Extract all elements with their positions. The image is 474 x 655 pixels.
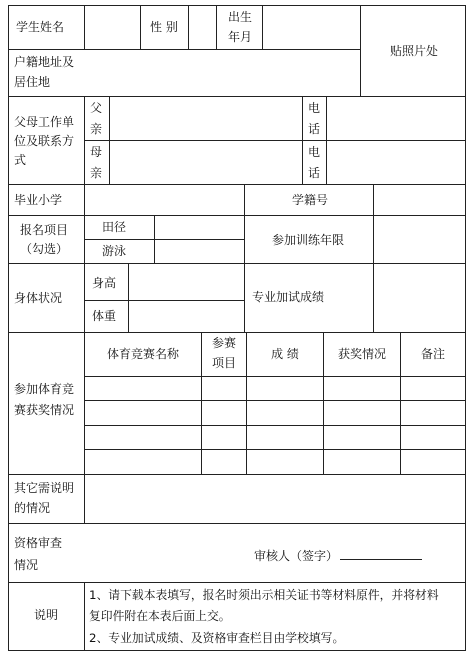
note-line-2: 复印件附在本表后面上交。 (89, 609, 231, 623)
comp-header-name: 体育竞赛名称 (106, 347, 179, 361)
parents-label-line3: 式 (14, 153, 27, 167)
father-phone-label-2: 话 (308, 122, 321, 136)
comp-header-award: 获奖情况 (337, 347, 386, 361)
body-status-label: 身体状况 (14, 291, 63, 305)
rule (8, 263, 466, 264)
rule (128, 263, 129, 333)
father-label-1: 父 (90, 101, 103, 115)
rule (84, 449, 466, 450)
rule (84, 5, 85, 49)
other-label-line2: 的情况 (14, 501, 51, 515)
mother-phone-label-2: 话 (308, 166, 321, 180)
birth-label-line2: 年月 (228, 30, 253, 44)
father-phone-label-1: 电 (308, 101, 321, 115)
rule (302, 96, 303, 185)
qualification-label-line1: 资格审查 (14, 536, 63, 550)
rule (8, 5, 9, 651)
student-name-field[interactable] (86, 8, 138, 47)
signup-label-line1: 报名项目 (20, 223, 69, 237)
competition-label-line1: 参加体育竞 (14, 382, 75, 396)
comp-header-score: 成 绩 (271, 347, 299, 361)
rule (216, 5, 217, 49)
rule (262, 5, 263, 49)
comp-header-event-line1: 参赛 (211, 336, 236, 350)
swim-option[interactable]: 游泳 (102, 244, 127, 258)
rule (84, 425, 466, 426)
rule (8, 650, 466, 651)
mother-phone-label-1: 电 (308, 145, 321, 159)
weight-label: 体重 (92, 309, 117, 323)
competition-label-line2: 赛获奖情况 (14, 403, 75, 417)
rule (8, 96, 466, 97)
rule (326, 96, 327, 185)
rule (8, 332, 466, 333)
photo-area-label: 贴照片处 (390, 44, 439, 58)
student-no-label: 学籍号 (292, 193, 329, 207)
track-option[interactable]: 田径 (102, 220, 127, 234)
reviewer-signature (254, 547, 422, 565)
birth-field[interactable] (264, 8, 358, 47)
rule (84, 239, 244, 240)
parents-label-line2: 位及联系方 (14, 134, 75, 148)
training-years-label: 参加训练年限 (272, 233, 345, 247)
rule (360, 5, 361, 97)
mother-label-1: 母 (90, 145, 103, 159)
rule (84, 300, 244, 301)
mother-label-2: 亲 (90, 166, 103, 180)
gender-field[interactable] (190, 8, 214, 47)
note-line-1: 1、请下载本表填写，报名时须出示相关证书等材料原件，并将材料 (89, 588, 439, 602)
track-checkbox[interactable] (156, 217, 242, 238)
rule (244, 184, 245, 333)
rule (8, 49, 360, 50)
signup-label-line2: （勾选） (20, 242, 69, 256)
rule (109, 96, 110, 185)
rule (84, 96, 85, 524)
rule (373, 184, 374, 333)
rule (8, 215, 466, 216)
rule (84, 140, 466, 141)
comp-header-remark: 备注 (420, 347, 445, 361)
height-label: 身高 (92, 276, 117, 290)
rule (8, 474, 466, 475)
rule (84, 376, 466, 377)
rule (465, 5, 466, 651)
rule (140, 5, 141, 49)
other-label-line1: 其它需说明 (14, 481, 75, 495)
notes-label: 说明 (34, 608, 59, 622)
rule (84, 582, 85, 651)
rule (154, 215, 155, 264)
qualification-label-line2: 情况 (14, 558, 39, 572)
comp-header-event-line2: 项目 (211, 356, 236, 370)
pro-test-score-label: 专业加试成绩 (252, 290, 325, 304)
note-line-3: 2、专业加试成绩、及资格审查栏目由学校填写。 (89, 631, 345, 645)
father-label-2: 亲 (90, 122, 103, 136)
primary-school-label: 毕业小学 (14, 193, 63, 207)
rule (188, 5, 189, 49)
rule (84, 400, 466, 401)
rule (8, 184, 466, 185)
swim-checkbox[interactable] (156, 241, 242, 262)
rule (8, 523, 466, 524)
gender-label: 性 别 (150, 20, 178, 34)
student-name-label: 学生姓名 (16, 20, 65, 34)
hukou-label-line2: 居住地 (14, 75, 51, 89)
rule (8, 5, 466, 6)
reviewer-label: 审核人（签字） (254, 549, 339, 563)
hukou-label-line1: 户籍地址及 (14, 55, 75, 69)
birth-label-line1: 出生 (228, 10, 253, 24)
parents-label-line1: 父母工作单 (14, 115, 75, 129)
signature-line[interactable] (340, 547, 422, 560)
rule (8, 582, 466, 583)
